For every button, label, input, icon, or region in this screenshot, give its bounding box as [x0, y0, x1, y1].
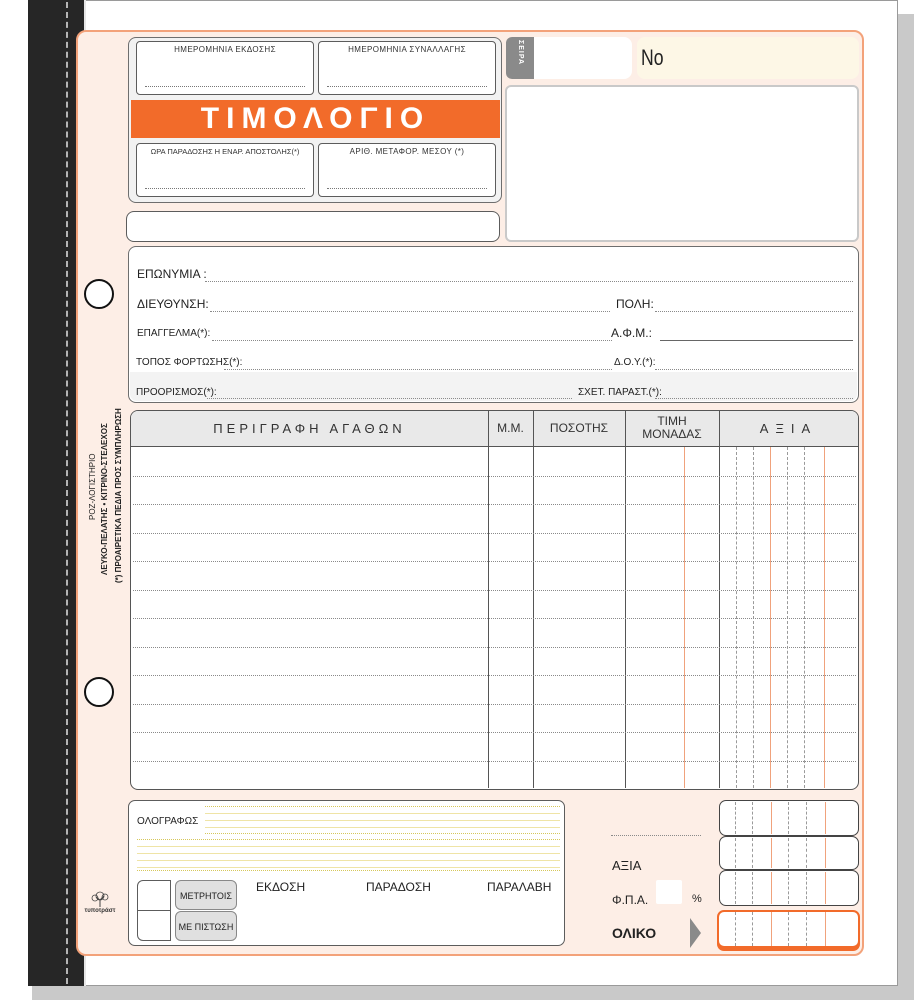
delivery-time-label: ΩΡΑ ΠΑΡΑΔΟΣΗΣ Η ΕΝΑΡ. ΑΠΟΣΤΟΛΗΣ(*) [150, 147, 300, 156]
total-digit-divider [735, 872, 736, 904]
customer-name-label: ΕΠΩΝΥΜΙΑ : [137, 267, 207, 281]
credit-checkbox[interactable] [137, 910, 171, 941]
total-digit-divider [788, 912, 789, 946]
total-digit-divider [771, 912, 772, 946]
series-label-text: ΣΕΙΡΑ [517, 40, 524, 66]
total-digit-divider [735, 912, 736, 946]
issuer-details-box[interactable] [505, 85, 859, 242]
vat-amount-box[interactable] [719, 870, 859, 906]
total-digit-divider [806, 802, 807, 834]
total-digit-divider [752, 912, 753, 946]
transaction-date-label: ΗΜΕΡΟΜΗΝΙΑ ΣΥΝΑΛΛΑΓΗΣ [348, 45, 466, 54]
total-digit-divider [806, 912, 807, 946]
table-row[interactable] [133, 618, 856, 619]
destination-dots[interactable] [207, 398, 572, 399]
invoice-title [131, 100, 500, 138]
table-row[interactable] [133, 561, 856, 562]
total-digit-divider [806, 872, 807, 904]
vehicle-number-dots [327, 188, 487, 189]
total-digit-divider [752, 802, 753, 834]
issue-date-dots [145, 86, 305, 87]
customer-address-dots[interactable] [210, 311, 610, 312]
related-doc-dots[interactable] [655, 398, 853, 399]
cash-label: ΜΕΤΡΗΤΟΙΣ [180, 891, 232, 901]
total-digit-divider [752, 838, 753, 868]
vehicle-number-label: ΑΡΙΘ. ΜΕΤΑΦΟΡ. ΜΕΣΟΥ (*) [349, 147, 465, 156]
extra-header-field[interactable] [126, 211, 500, 242]
table-row[interactable] [133, 476, 856, 477]
side-note-colors [100, 423, 109, 575]
totals-dots[interactable] [611, 835, 701, 836]
header-unit [488, 411, 533, 445]
delivery-time-dots [145, 188, 305, 189]
page-shadow-right [896, 14, 914, 1000]
transaction-date-dots [327, 86, 487, 87]
table-row[interactable] [133, 675, 856, 676]
side-note-copies [88, 453, 97, 520]
loading-place-dots[interactable] [224, 369, 612, 370]
total-digit-divider [806, 838, 807, 868]
customer-profession-label: ΕΠΑΓΓΕΛΜΑ(*): [137, 328, 211, 339]
total-digit-divider [825, 872, 826, 904]
cash-label-box [175, 880, 237, 910]
total-digit-divider [788, 838, 789, 868]
table-row[interactable] [133, 647, 856, 648]
tax-office-label: Δ.Ο.Υ.(*): [614, 357, 656, 368]
total-digit-divider [788, 802, 789, 834]
total-digit-divider [735, 802, 736, 834]
tax-office-dots[interactable] [655, 369, 853, 370]
header-description [131, 411, 488, 445]
total-digit-divider [771, 872, 772, 904]
receipt-signature-label: ΠΑΡΑΛΑΒΗ [487, 880, 552, 894]
total-digit-divider [825, 912, 826, 946]
customer-vat-label: Α.Φ.Μ.: [611, 326, 652, 340]
total-digit-divider [735, 838, 736, 868]
page-shadow-bottom [32, 984, 914, 1000]
grand-total-label: ΟΛΙΚΟ [612, 925, 657, 941]
customer-city-dots[interactable] [655, 311, 853, 312]
side-note-line3: (*) ΠΡΟΑΙΡΕΤΙΚΑ ΠΕΔΙΑ ΠΡΟΣ ΣΥΜΠΛΗΡΩΣΗ [114, 408, 123, 583]
series-field[interactable] [534, 37, 632, 79]
number-field[interactable] [637, 37, 859, 79]
total-arrow-icon [690, 918, 701, 948]
total-digit-divider [771, 802, 772, 834]
total-digit-divider [752, 872, 753, 904]
transaction-date-field[interactable] [318, 41, 496, 95]
perforation-line [66, 2, 68, 984]
in-words-field[interactable] [205, 806, 560, 834]
customer-vat-line[interactable] [660, 340, 853, 341]
vehicle-number-field[interactable] [318, 143, 496, 197]
invoice-title-text: ΤΙΜΟΛΟΓΙΟ [200, 102, 431, 135]
total-digit-divider [788, 872, 789, 904]
number-label: No [641, 45, 664, 70]
loading-place-label: ΤΟΠΟΣ ΦΟΡΤΩΣΗΣ(*): [136, 357, 243, 368]
customer-address-label: ΔΙΕΥΘΥΝΣΗ: [137, 297, 209, 311]
items-table [130, 410, 859, 790]
net-value-box[interactable] [719, 800, 859, 836]
in-words-field-2[interactable] [137, 839, 560, 871]
table-row[interactable] [133, 732, 856, 733]
header-quantity [533, 411, 625, 445]
customer-name-dots[interactable] [205, 281, 853, 282]
value-subtotal-box[interactable] [719, 836, 859, 870]
header-unit-price-text: ΤΙΜΗ ΜΟΝΑΔΑΣ [642, 414, 702, 441]
issue-date-label: ΗΜΕΡΟΜΗΝΙΑ ΕΚΔΟΣΗΣ [174, 45, 276, 54]
table-row[interactable] [133, 704, 856, 705]
header-quantity-text: ΠΟΣΟΤΗΣ [549, 420, 609, 435]
credit-label: ΜΕ ΠΙΣΤΩΣΗ [178, 922, 234, 932]
issue-signature-label: ΕΚΔΟΣΗ [256, 880, 306, 894]
vat-rate-field[interactable] [656, 880, 682, 904]
header-value-text: ΑΞΙΑ [759, 420, 818, 436]
value-total-label: ΑΞΙΑ [612, 858, 642, 873]
customer-city-label: ΠΟΛΗ: [616, 297, 654, 311]
credit-label-box [175, 911, 237, 941]
table-row[interactable] [133, 761, 856, 762]
table-row[interactable] [133, 590, 856, 591]
tree-icon [89, 890, 111, 908]
header-unit-text: Μ.Μ. [497, 420, 524, 435]
table-row[interactable] [133, 533, 856, 534]
delivery-signature-label: ΠΑΡΑΔΟΣΗ [366, 880, 431, 894]
brand-name: τυποτράστ [84, 908, 116, 914]
side-note-line2: ΛΕΥΚΟ-ΠΕΛΑΤΗΣ • ΚΙΤΡΙΝΟ-ΣΤΕΛΕΧΟΣ [100, 423, 109, 575]
header-value [719, 411, 858, 445]
table-row[interactable] [133, 504, 856, 505]
vat-percent-sign: % [692, 893, 702, 905]
punch-hole-top [84, 279, 114, 309]
total-digit-divider [825, 802, 826, 834]
header-unit-price [625, 411, 719, 445]
destination-label: ΠΡΟΟΡΙΣΜΟΣ(*): [136, 387, 217, 398]
total-digit-divider [825, 838, 826, 868]
related-doc-label: ΣΧΕΤ. ΠΑΡΑΣΤ.(*): [578, 387, 662, 398]
customer-profession-dots[interactable] [212, 340, 612, 341]
cash-checkbox[interactable] [137, 880, 171, 911]
side-note-optional [114, 408, 123, 583]
delivery-time-field[interactable] [136, 143, 314, 197]
total-digit-divider [771, 838, 772, 868]
issue-date-field[interactable] [136, 41, 314, 95]
customer-panel-bottom-band [130, 372, 857, 401]
vat-total-label: Φ.Π.Α. [612, 893, 649, 907]
punch-hole-bottom [84, 677, 114, 707]
series-label [506, 40, 534, 68]
in-words-label: ΟΛΟΓΡΑΦΩΣ [137, 816, 199, 827]
series-tab [506, 37, 534, 79]
brand-logo [80, 890, 120, 920]
side-note-line1: ΡΟΖ-ΛΟΓΙΣΤΗΡΙΟ [88, 453, 97, 520]
header-description-text: ΠΕΡΙΓΡΑΦΗ ΑΓΑΘΩΝ [213, 420, 406, 436]
